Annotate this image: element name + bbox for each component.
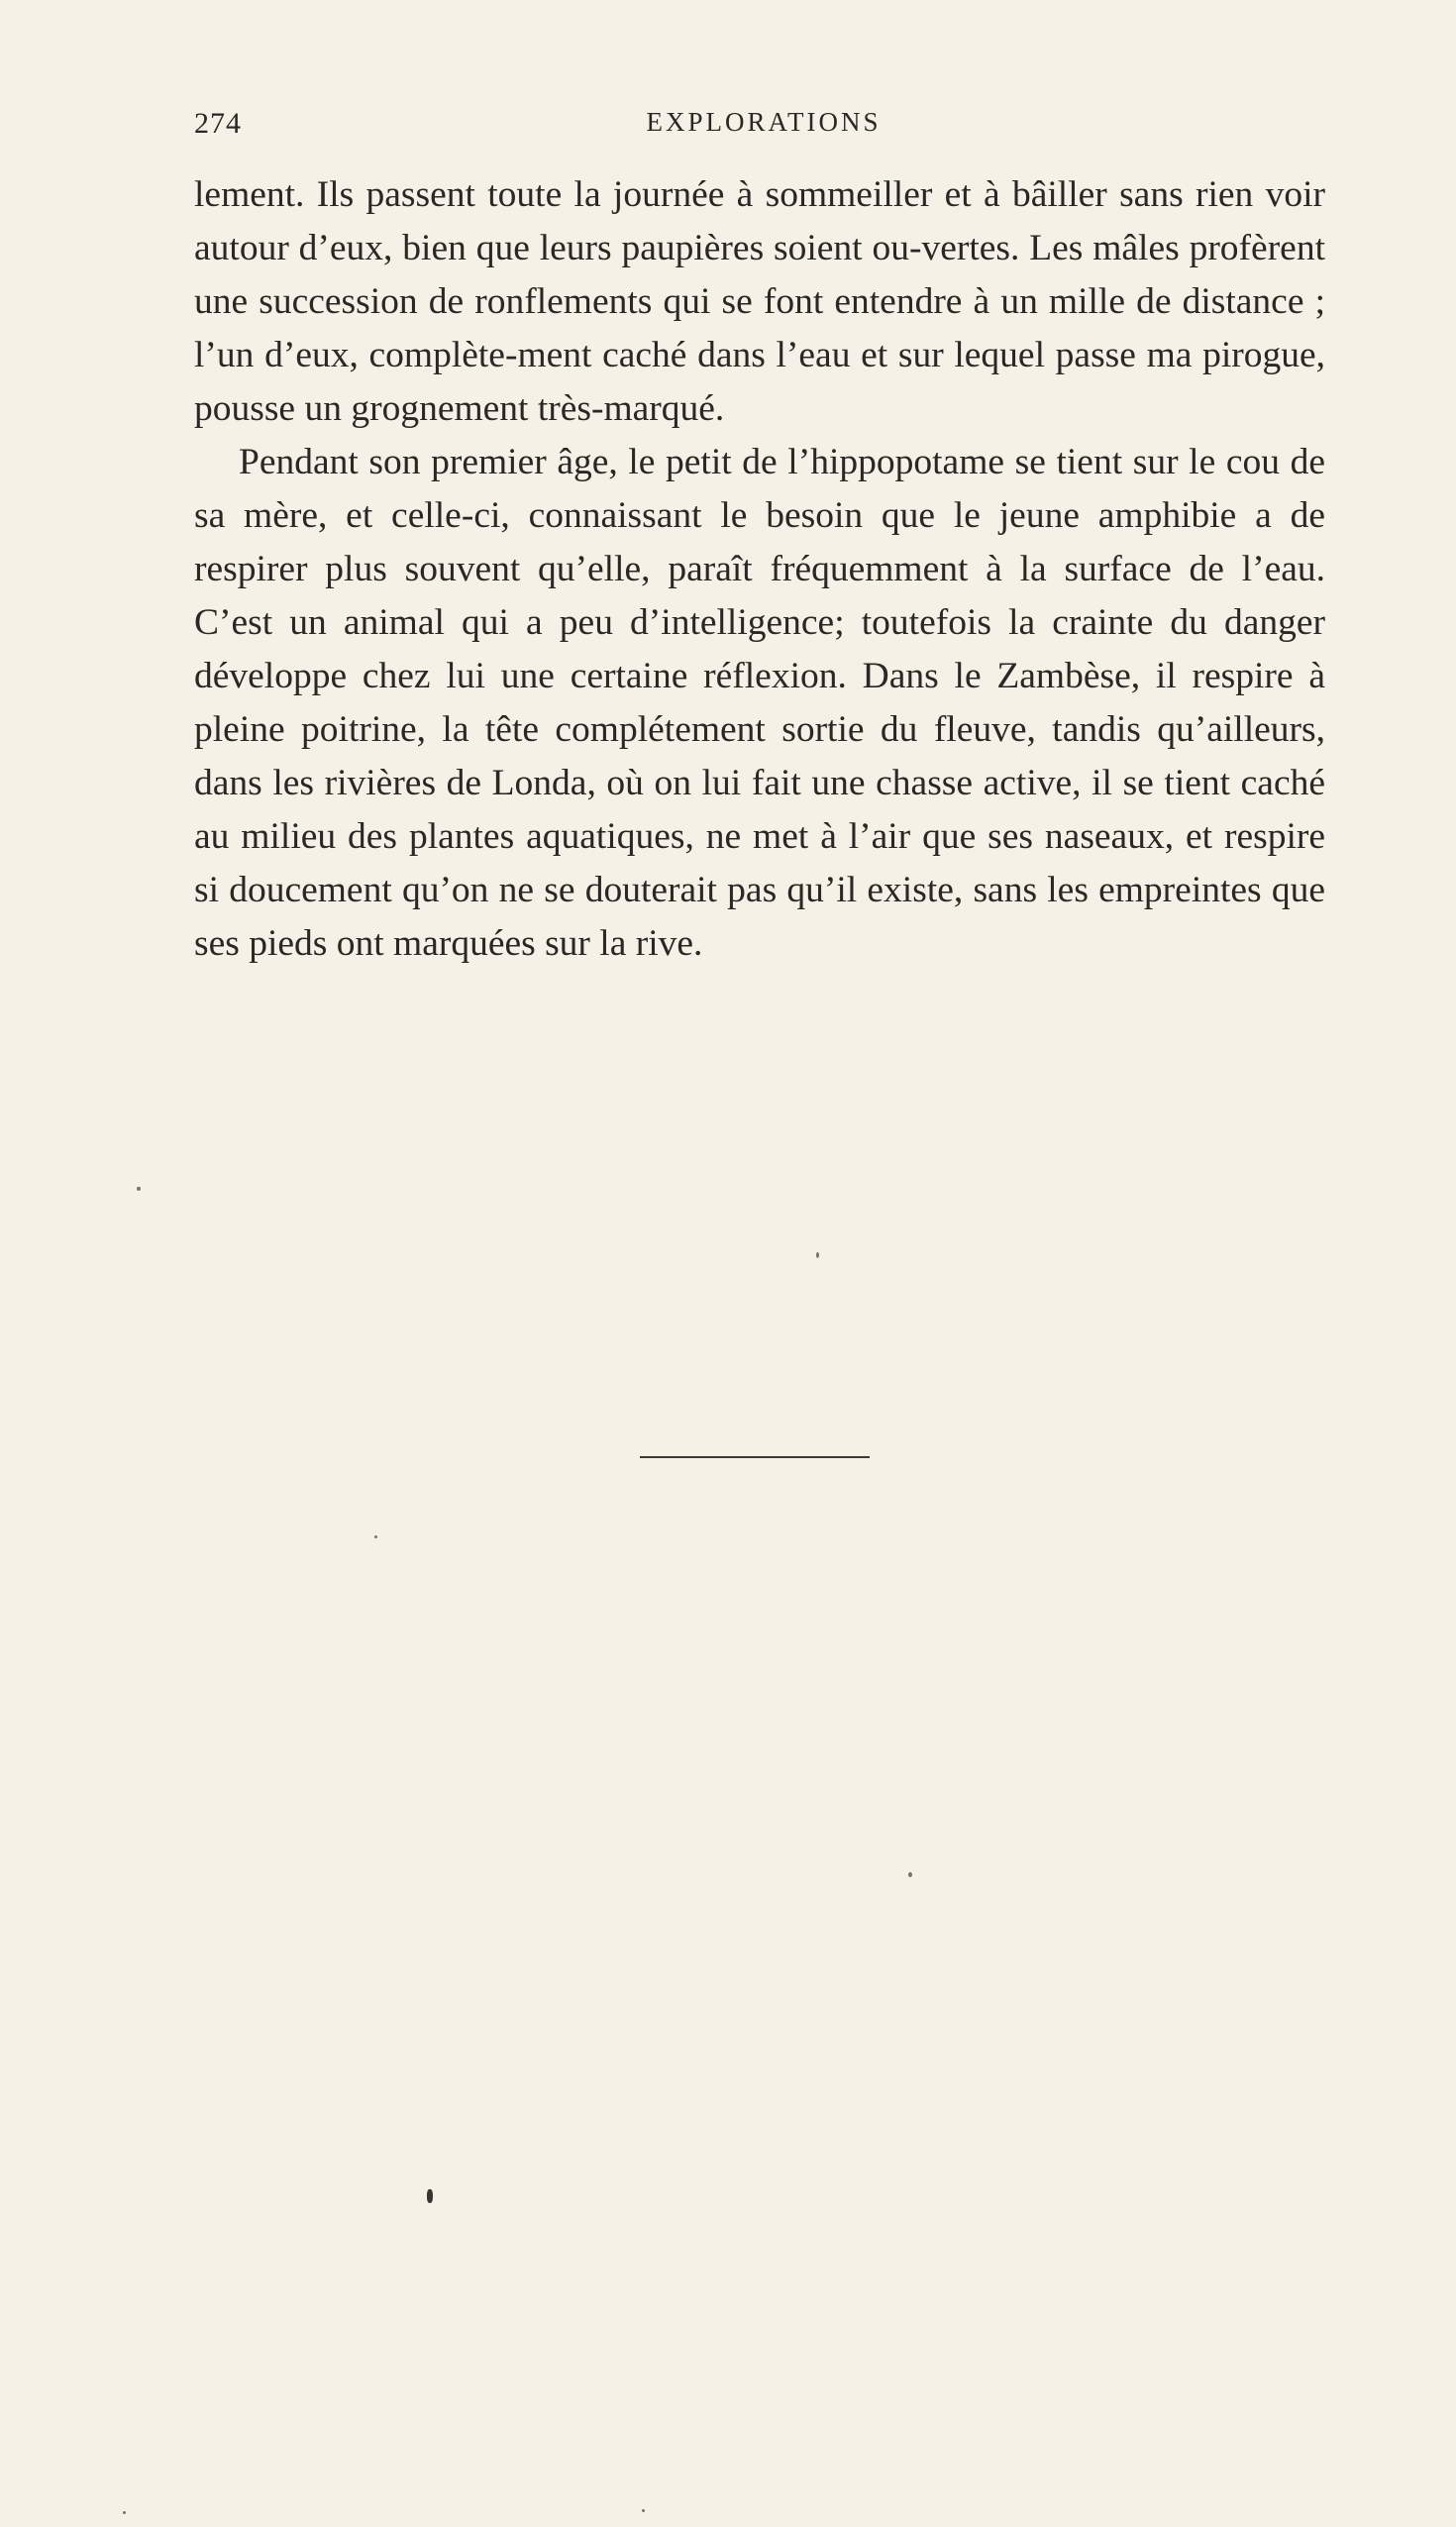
paper-speck — [374, 1535, 377, 1538]
paper-speck — [427, 2189, 433, 2203]
paragraph: Pendant son premier âge, le petit de l’hippopotame se tient sur le cou de sa mère, et celle-ci, connaissant le besoin que le jeune amphibie a de respirer plus souvent qu’elle, paraît fréquemment à la surface de l’eau. C’est un animal qui a peu d’intelligence; toutefois la crainte du danger développe chez lui une certaine réflexion. Dans le Zambèse, il respire à pleine poitrine, la tête complétement sortie du fleuve, tandis qu’ailleurs, dans les rivières de Londa, où on lui fait une chasse active, il se tient caché au milieu des plantes aquatiques, ne met à l’air que ses naseaux, et respire si doucement qu’on ne se douterait pas qu’il existe, sans les empreintes que ses pieds ont marquées sur la rive. — [194, 442, 1325, 964]
paper-speck — [642, 2509, 645, 2512]
body-text — [194, 168, 1325, 971]
paper-speck — [137, 1187, 141, 1191]
section-end-rule — [640, 1456, 870, 1458]
paper-speck — [908, 1872, 912, 1877]
paper-speck — [816, 1252, 819, 1258]
page-number: 274 — [194, 107, 242, 140]
page-header — [194, 107, 1333, 151]
running-title: EXPLORATIONS — [646, 107, 882, 137]
paragraph: lement. Ils passent toute la journée à sommeiller et à bâiller sans rien voir autour d’eux, bien que leurs paupières soient ou-vertes. Les mâles profèrent une succession de ronflements qui se font entendre à un mille de distance ; l’un d’eux, complète-ment caché dans l’eau et sur lequel passe ma pirogue, pousse un grognement très-marqué. — [194, 174, 1325, 429]
paper-speck — [123, 2511, 126, 2514]
